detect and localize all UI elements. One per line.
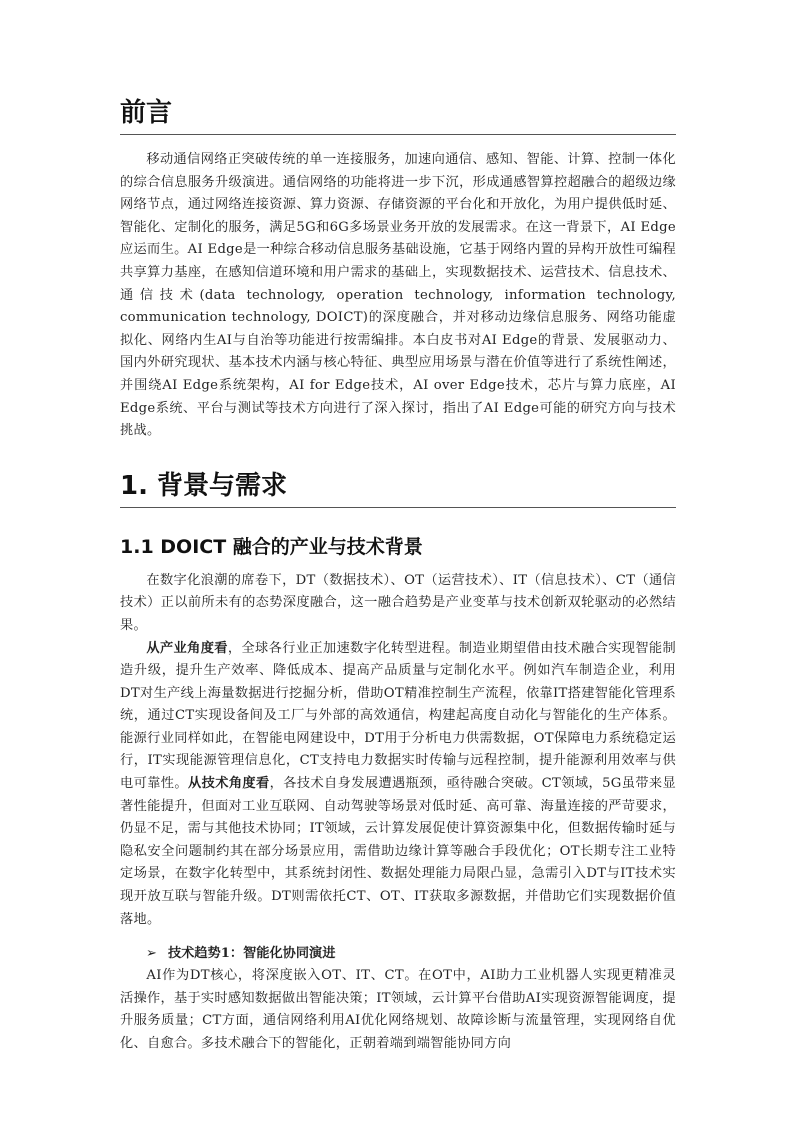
section-1-1-paragraph-2 — [120, 638, 676, 932]
section-1-1-heading: 1.1 DOICT 融合的产业与技术背景 — [120, 535, 423, 558]
page-content — [120, 96, 676, 1056]
foreword-heading: 前言 — [120, 96, 676, 135]
trend-1-title: 技术趋势1：智能化协同演进 — [168, 946, 336, 962]
foreword-paragraph: 移动通信网络正突破传统的单一连接服务，加速向通信、感知、智能、计算、控制一体化的综合信息服务升级演进。通信网络的功能将进一步下沉，形成通感智算控超融合的超级边缘网络节点，通过网络连接资源、算力资源、存储资源的平台化和开放化，为用户提供低时延、智能化、定制化的服务，满足5G和6G多场景业务开放的发展需求。在这一背景下，AI Edge应运而生。AI Edge是一种综合移动信息服务基础设施，它基于网络内置的异构开放性可编程共享算力基座，在感知信道环境和用户需求的基础上，实现数据技术、运营技术、信息技术、通信技术(data technology, operation technology, information technology, communication technology, DOICT)的深度融合，并对移动边缘信息服务、网络功能虚拟化、网络内生AI与自治等功能进行按需编排。本白皮书对AI Edge的背景、发展驱动力、国内外研究现状、基本技术内涵与核心特征、典型应用场景与潜在价值等进行了系统性阐述，并围绕AI Edge系统架构，AI for Edge技术，AI over Edge技术，芯片与算力底座，AI Edge系统、平台与测试等技术方向进行了深入探讨，指出了AI Edge可能的研究方向与技术挑战。 — [120, 152, 676, 439]
section-1-1-paragraph-1: 在数字化浪潮的席卷下，DT（数据技术）、OT（运营技术）、IT（信息技术）、CT（通信技术）正以前所未有的态势深度融合，这一融合趋势是产业变革与技术创新双轮驱动的必然结果。 — [120, 572, 676, 633]
arrow-bullet-icon: ➢ — [146, 946, 158, 962]
trend-1-paragraph: AI作为DT核心，将深度嵌入OT、IT、CT。在OT中，AI助力工业机器人实现更精准灵活操作，基于实时感知数据做出智能决策；IT领域，云计算平台借助AI实现资源智能调度，提升服务质量；CT方面，通信网络利用AI优化网络规划、故障诊断与流量管理，实现网络自优化、自愈合。多技术融合下的智能化，正朝着端到端智能协同方向 — [120, 968, 676, 1051]
industry-perspective-text: ，全球各行业正加速数字化转型进程。制造业期望借由技术融合实现智能制造升级，提升生产效率、降低成本、提高产品质量与定制化水平。例如汽车制造企业，利用DT对生产线上海量数据进行挖掘分析，借助OT精准控制生产流程，依靠IT搭建智能化管理系统，通过CT实现设备间及工厂与外部的高效通信，构建起高度自动化与智能化的生产体系。能源行业同样如此，在智能电网建设中，DT用于分析电力供需数据，OT保障电力系统稳定运行，IT实现能源管理信息化，CT支持电力数据实时传输与远程控制，提升能源利用效率与供电可靠性。 — [120, 640, 676, 792]
industry-perspective-lead: 从产业角度看 — [146, 640, 228, 656]
technology-perspective-text: ，各技术自身发展遭遇瓶颈，亟待融合突破。CT领域，5G虽带来显著性能提升，但面对工业互联网、自动驾驶等场景对低时延、高可靠、海量连接的严苛要求，仍显不足，需与其他技术协同；IT领域，云计算发展促使计算资源集中化，但数据传输时延与隐私安全问题制约其在部分场景应用，需借助边缘计算等融合手段优化；OT长期专注工业特定场景，在数字化转型中，其系统封闭性、数据处理能力局限凸显，急需引入DT与IT技术实现开放互联与智能升级。DT则需依托CT、OT、IT获取多源数据，并借助它们实现数据价值落地。 — [120, 776, 677, 927]
section-1-heading: 1. 背景与需求 — [120, 469, 676, 508]
technology-perspective-lead: 从技术角度看 — [188, 776, 270, 792]
trend-1-heading — [120, 943, 676, 965]
